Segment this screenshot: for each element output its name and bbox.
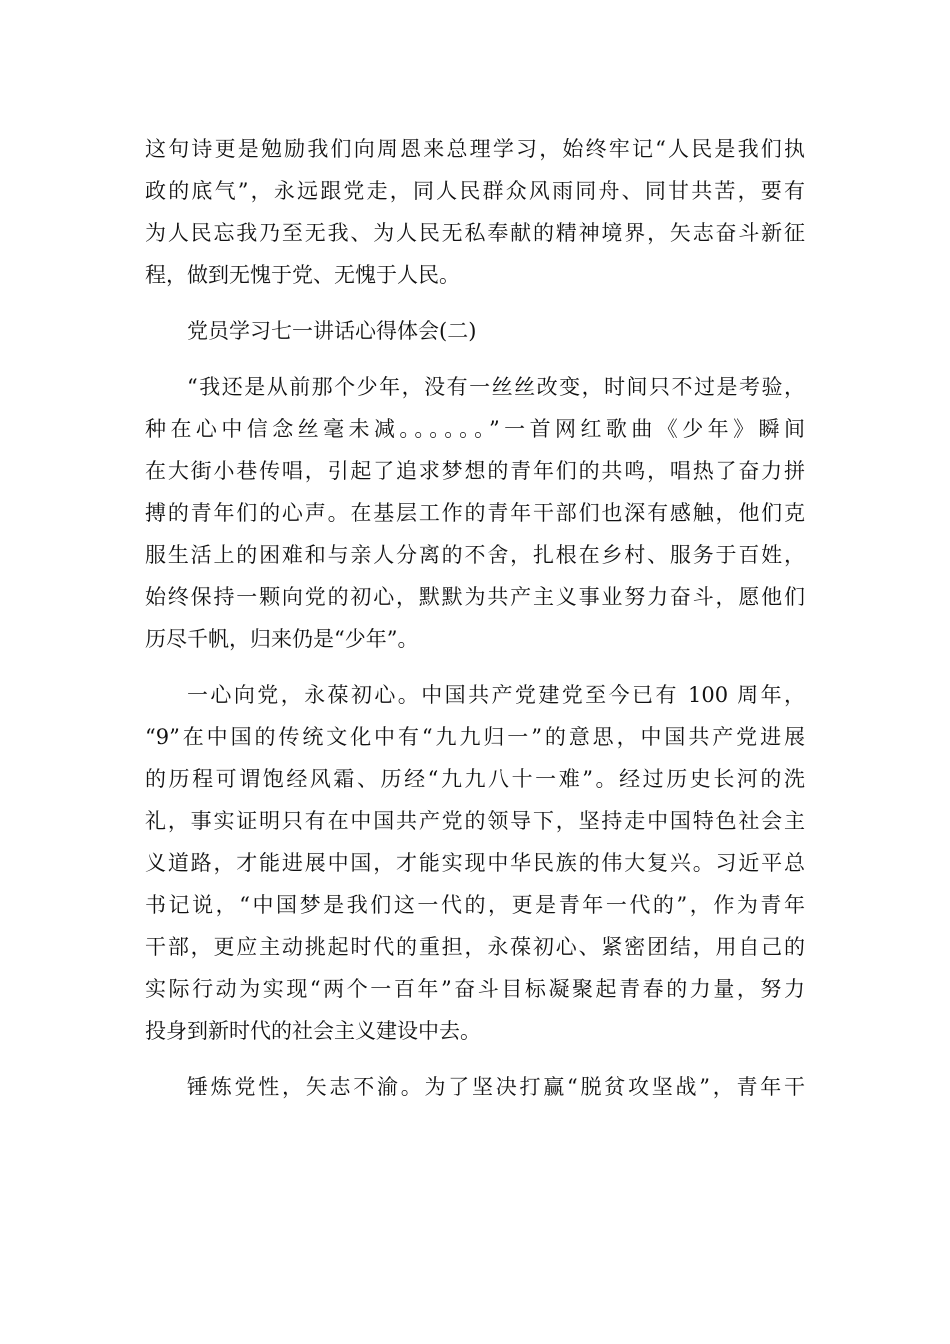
text-line: 一心向党，永葆初心。中国共产党建党至今已有 100 周年， (187, 683, 805, 707)
text-line: 义道路，才能进展中国，才能实现中华民族的伟大复兴。习近平总 (145, 851, 805, 875)
text-line: “9”在中国的传统文化中有“九九归一”的意思，中国共产党进展 (145, 725, 805, 749)
text-line: 这句诗更是勉励我们向周恩来总理学习，始终牢记“人民是我们执 (145, 137, 805, 161)
text-line: 书记说，“中国梦是我们这一代的，更是青年一代的”，作为青年 (145, 893, 805, 917)
text-line: 投身到新时代的社会主义建设中去。 (145, 1019, 481, 1043)
text-line: 为人民忘我乃至无我、为人民无私奉献的精神境界，矢志奋斗新征 (145, 221, 805, 245)
text-line: 在大街小巷传唱，引起了追求梦想的青年们的共鸣，唱热了奋力拼 (145, 459, 805, 483)
text-line: “我还是从前那个少年，没有一丝丝改变，时间只不过是考验， (187, 375, 805, 399)
text-line: 锤炼党性，矢志不渝。为了坚决打赢“脱贫攻坚战”，青年干 (187, 1075, 805, 1099)
text-line: 种在心中信念丝毫未减。。。。。。”一首网红歌曲《少年》瞬间 (145, 417, 805, 441)
text-line: 政的底气”，永远跟党走，同人民群众风雨同舟、同甘共苦，要有 (145, 179, 805, 203)
text-line: 服生活上的困难和与亲人分离的不舍，扎根在乡村、服务于百姓， (145, 543, 805, 567)
text-line: 的历程可谓饱经风霜、历经“九九八十一难”。经过历史长河的洗 (145, 767, 805, 791)
text-line: 礼，事实证明只有在中国共产党的领导下，坚持走中国特色社会主 (145, 809, 805, 833)
text-line: 历尽千帆，归来仍是“少年”。 (145, 627, 419, 651)
text-line: 始终保持一颗向党的初心，默默为共产主义事业努力奋斗，愿他们 (145, 585, 805, 609)
section-heading: 党员学习七一讲话心得体会(二) (187, 319, 477, 343)
document-body (145, 128, 805, 1108)
text-line: 程，做到无愧于党、无愧于人民。 (145, 263, 460, 287)
text-line: 实际行动为实现“两个一百年”奋斗目标凝聚起青春的力量，努力 (145, 977, 805, 1001)
text-line: 干部，更应主动挑起时代的重担，永葆初心、紧密团结，用自己的 (145, 935, 805, 959)
text-line: 搏的青年们的心声。在基层工作的青年干部们也深有感触，他们克 (145, 501, 805, 525)
